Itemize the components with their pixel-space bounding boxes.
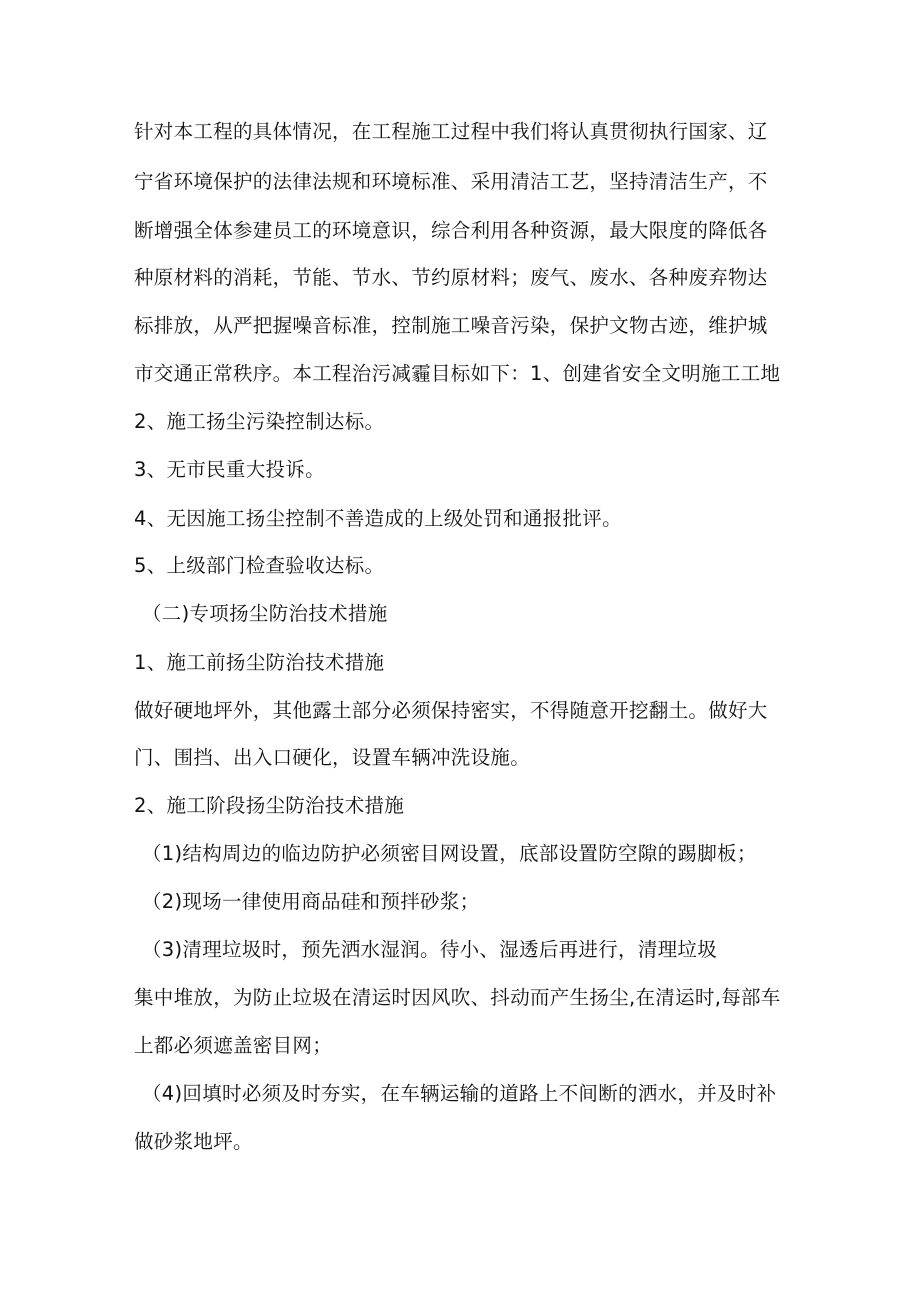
list-item: 4、无因施工扬尘控制不善造成的上级处罚和通报批评。 bbox=[134, 507, 622, 530]
paragraph-line: 门、围挡、出入口硬化，设置车辆冲洗设施。 bbox=[134, 746, 531, 769]
list-item: （4)回填时必须及时夯实，在车辆运输的道路上不间断的洒水，并及时补 bbox=[142, 1082, 777, 1105]
paragraph-line: 种原材料的消耗，节能、节水、节约原材料；废气、废水、各种废弃物达 bbox=[134, 266, 768, 289]
list-item: （2)现场一律使用商品硅和预拌砂浆； bbox=[142, 890, 480, 913]
subsection-heading: 1、施工前扬尘防治技术措施 bbox=[134, 651, 385, 674]
paragraph-line: 上都必须遮盖密目网； bbox=[134, 1034, 333, 1057]
subsection-heading: 2、施工阶段扬尘防治技术措施 bbox=[134, 794, 405, 817]
paragraph-line: 宁省环境保护的法律法规和环境标准、采用清洁工艺，坚持清洁生产，不 bbox=[134, 170, 768, 193]
paragraph-line: 集中堆放，为防止垃圾在清运时因风吹、抖动而产生扬尘,在清运时,每部车 bbox=[134, 986, 781, 1009]
paragraph-line: 针对本工程的具体情况，在工程施工过程中我们将认真贯彻执行国家、辽 bbox=[134, 120, 768, 143]
list-item: （1)结构周边的临边防护必须密目网设置，底部设置防空隙的踢脚板； bbox=[142, 842, 757, 865]
paragraph-line: 断增强全体参建员工的环境意识，综合利用各种资源，最大限度的降低各 bbox=[134, 219, 768, 242]
list-item: 2、施工扬尘污染控制达标。 bbox=[134, 410, 385, 433]
paragraph-line: 市交通正常秩序。本工程治污减霾目标如下：1、创建省安全文明施工工地 bbox=[134, 362, 781, 385]
list-item: 3、无市民重大投诉。 bbox=[134, 458, 325, 481]
section-heading: （二)专项扬尘防治技术措施 bbox=[142, 602, 388, 625]
list-item: （3)清理垃圾时，预先洒水湿润。待小、湿透后再进行，清理垃圾 bbox=[142, 938, 718, 961]
list-item: 5、上级部门检查验收达标。 bbox=[134, 554, 385, 577]
paragraph-line: 做砂浆地坪。 bbox=[134, 1130, 253, 1153]
paragraph-line: 做好硬地坪外，其他露土部分必须保持密实，不得随意开挖翻土。做好大 bbox=[134, 699, 768, 722]
paragraph-line: 标排放，从严把握噪音标准，控制施工噪音污染，保护文物古迹，维护城 bbox=[134, 314, 768, 337]
